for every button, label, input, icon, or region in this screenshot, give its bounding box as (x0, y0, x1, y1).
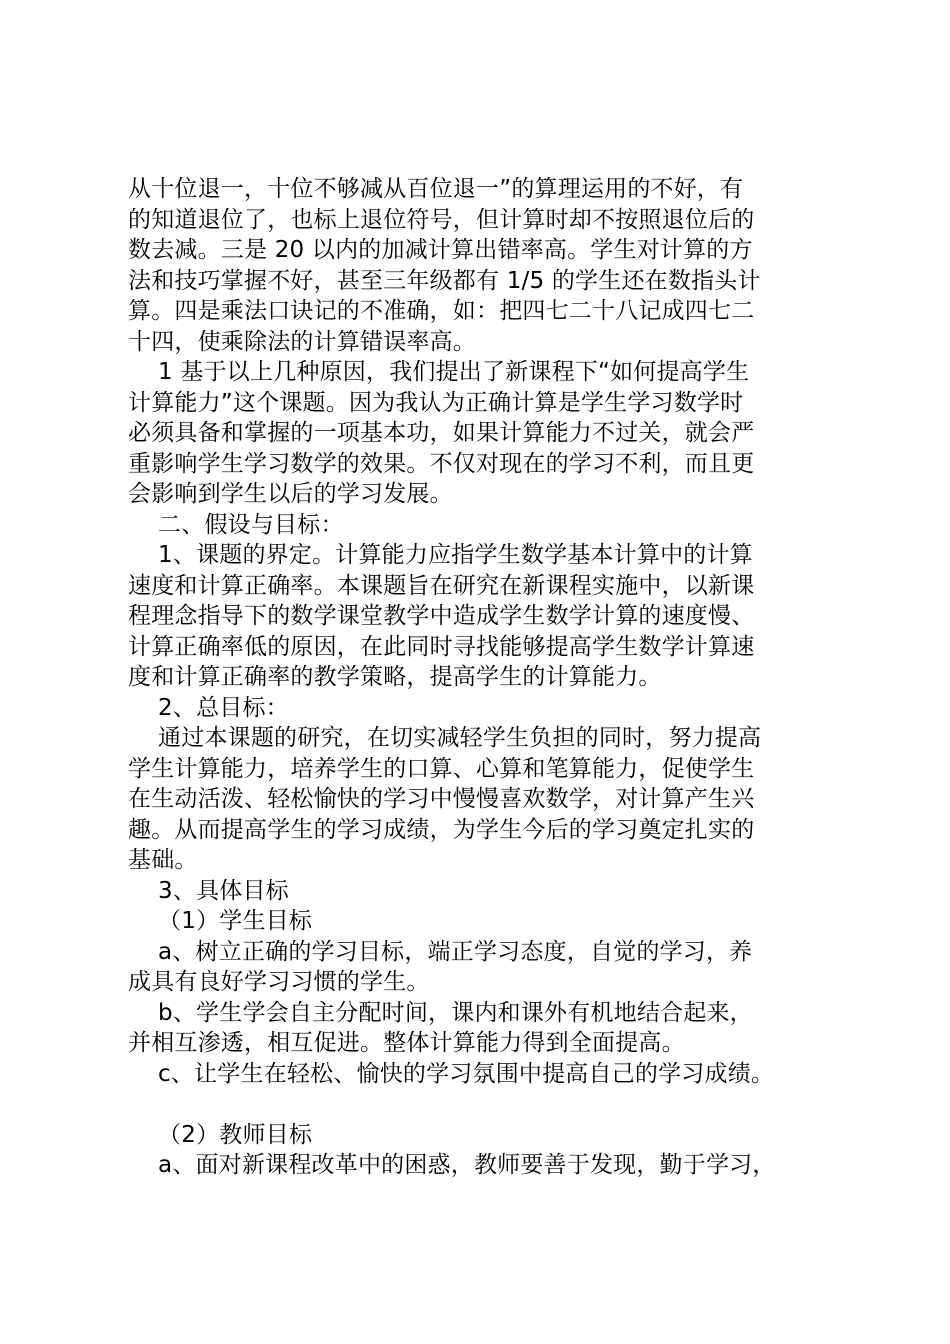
text-line: 从十位退一，十位不够减从百位退一”的算理运用的不好，有 (128, 176, 744, 202)
text-line: 十四，使乘除法的计算错误率高。 (128, 328, 476, 355)
section-heading: 二、假设与目标： (128, 511, 344, 538)
text-line: 在生动活泼、轻松愉快的学习中慢慢喜欢数学，对计算产生兴 (128, 786, 755, 812)
text-line: 数去减。三是 20 以内的加减计算出错率高。学生对计算的方 (128, 237, 753, 263)
text-line: 并相互渗透，相互促进。整体计算能力得到全面提高。 (128, 1030, 685, 1056)
text-line: 程理念指导下的数学课堂教学中造成学生数学计算的速度慢、 (128, 603, 755, 629)
text-line: 学生计算能力，培养学生的口算、心算和笔算能力，促使学生 (128, 755, 755, 782)
text-line: a、面对新课程改革中的困惑，教师要善于发现，勤于学习， (128, 1152, 776, 1178)
blank-line (128, 1089, 828, 1120)
text-line: 重影响学生学习数学的效果。不仅对现在的学习不利，而且更 (128, 450, 755, 477)
subsection-heading: （1）学生目标 (128, 908, 313, 934)
text-line: 会影响到学生以后的学习发展。 (128, 481, 453, 507)
text-line: 计算正确率低的原因，在此同时寻找能够提高学生数学计算速 (128, 633, 755, 660)
subsection-heading: （2）教师目标 (128, 1121, 313, 1148)
text-line: 度和计算正确率的教学策略，提高学生的计算能力。 (128, 664, 662, 690)
text-line: 成具有良好学习习惯的学生。 (128, 969, 430, 995)
text-line: 1、课题的界定。计算能力应指学生数学基本计算中的计算 (128, 542, 753, 568)
text-line: 算。四是乘法口诀记的不准确，如：把四七二十八记成四七二 (128, 298, 755, 324)
text-line: 趣。从而提高学生的学习成绩，为学生今后的学习奠定扎实的 (128, 816, 755, 843)
text-line: 必须具备和掌握的一项基本功，如果计算能力不过关，就会严 (128, 420, 755, 446)
text-line: 1 基于以上几种原因，我们提出了新课程下“如何提高学生 (128, 359, 750, 385)
text-line: 通过本课题的研究，在切实减轻学生负担的同时，努力提高 (128, 725, 762, 751)
text-line: a、树立正确的学习目标，端正学习态度，自觉的学习，养 (128, 938, 753, 965)
section-heading: 3、具体目标 (128, 877, 289, 904)
section-heading: 2、总目标： (128, 694, 289, 721)
text-line: b、学生学会自主分配时间，课内和课外有机地结合起来， (128, 999, 753, 1026)
text-line: c、让学生在轻松、愉快的学习氛围中提高自己的学习成绩。 (128, 1060, 775, 1087)
text-line: 法和技巧掌握不好，甚至三年级都有 1/5 的学生还在数指头计 (128, 267, 761, 294)
text-line: 计算能力”这个课题。因为我认为正确计算是学生学习数学时 (128, 389, 744, 416)
text-line: 速度和计算正确率。本课题旨在研究在新课程实施中，以新课 (128, 572, 755, 599)
text-line: 的知道退位了，也标上退位符号，但计算时却不按照退位后的 (128, 206, 755, 233)
document-body (128, 174, 828, 1181)
text-line: 基础。 (128, 847, 198, 873)
